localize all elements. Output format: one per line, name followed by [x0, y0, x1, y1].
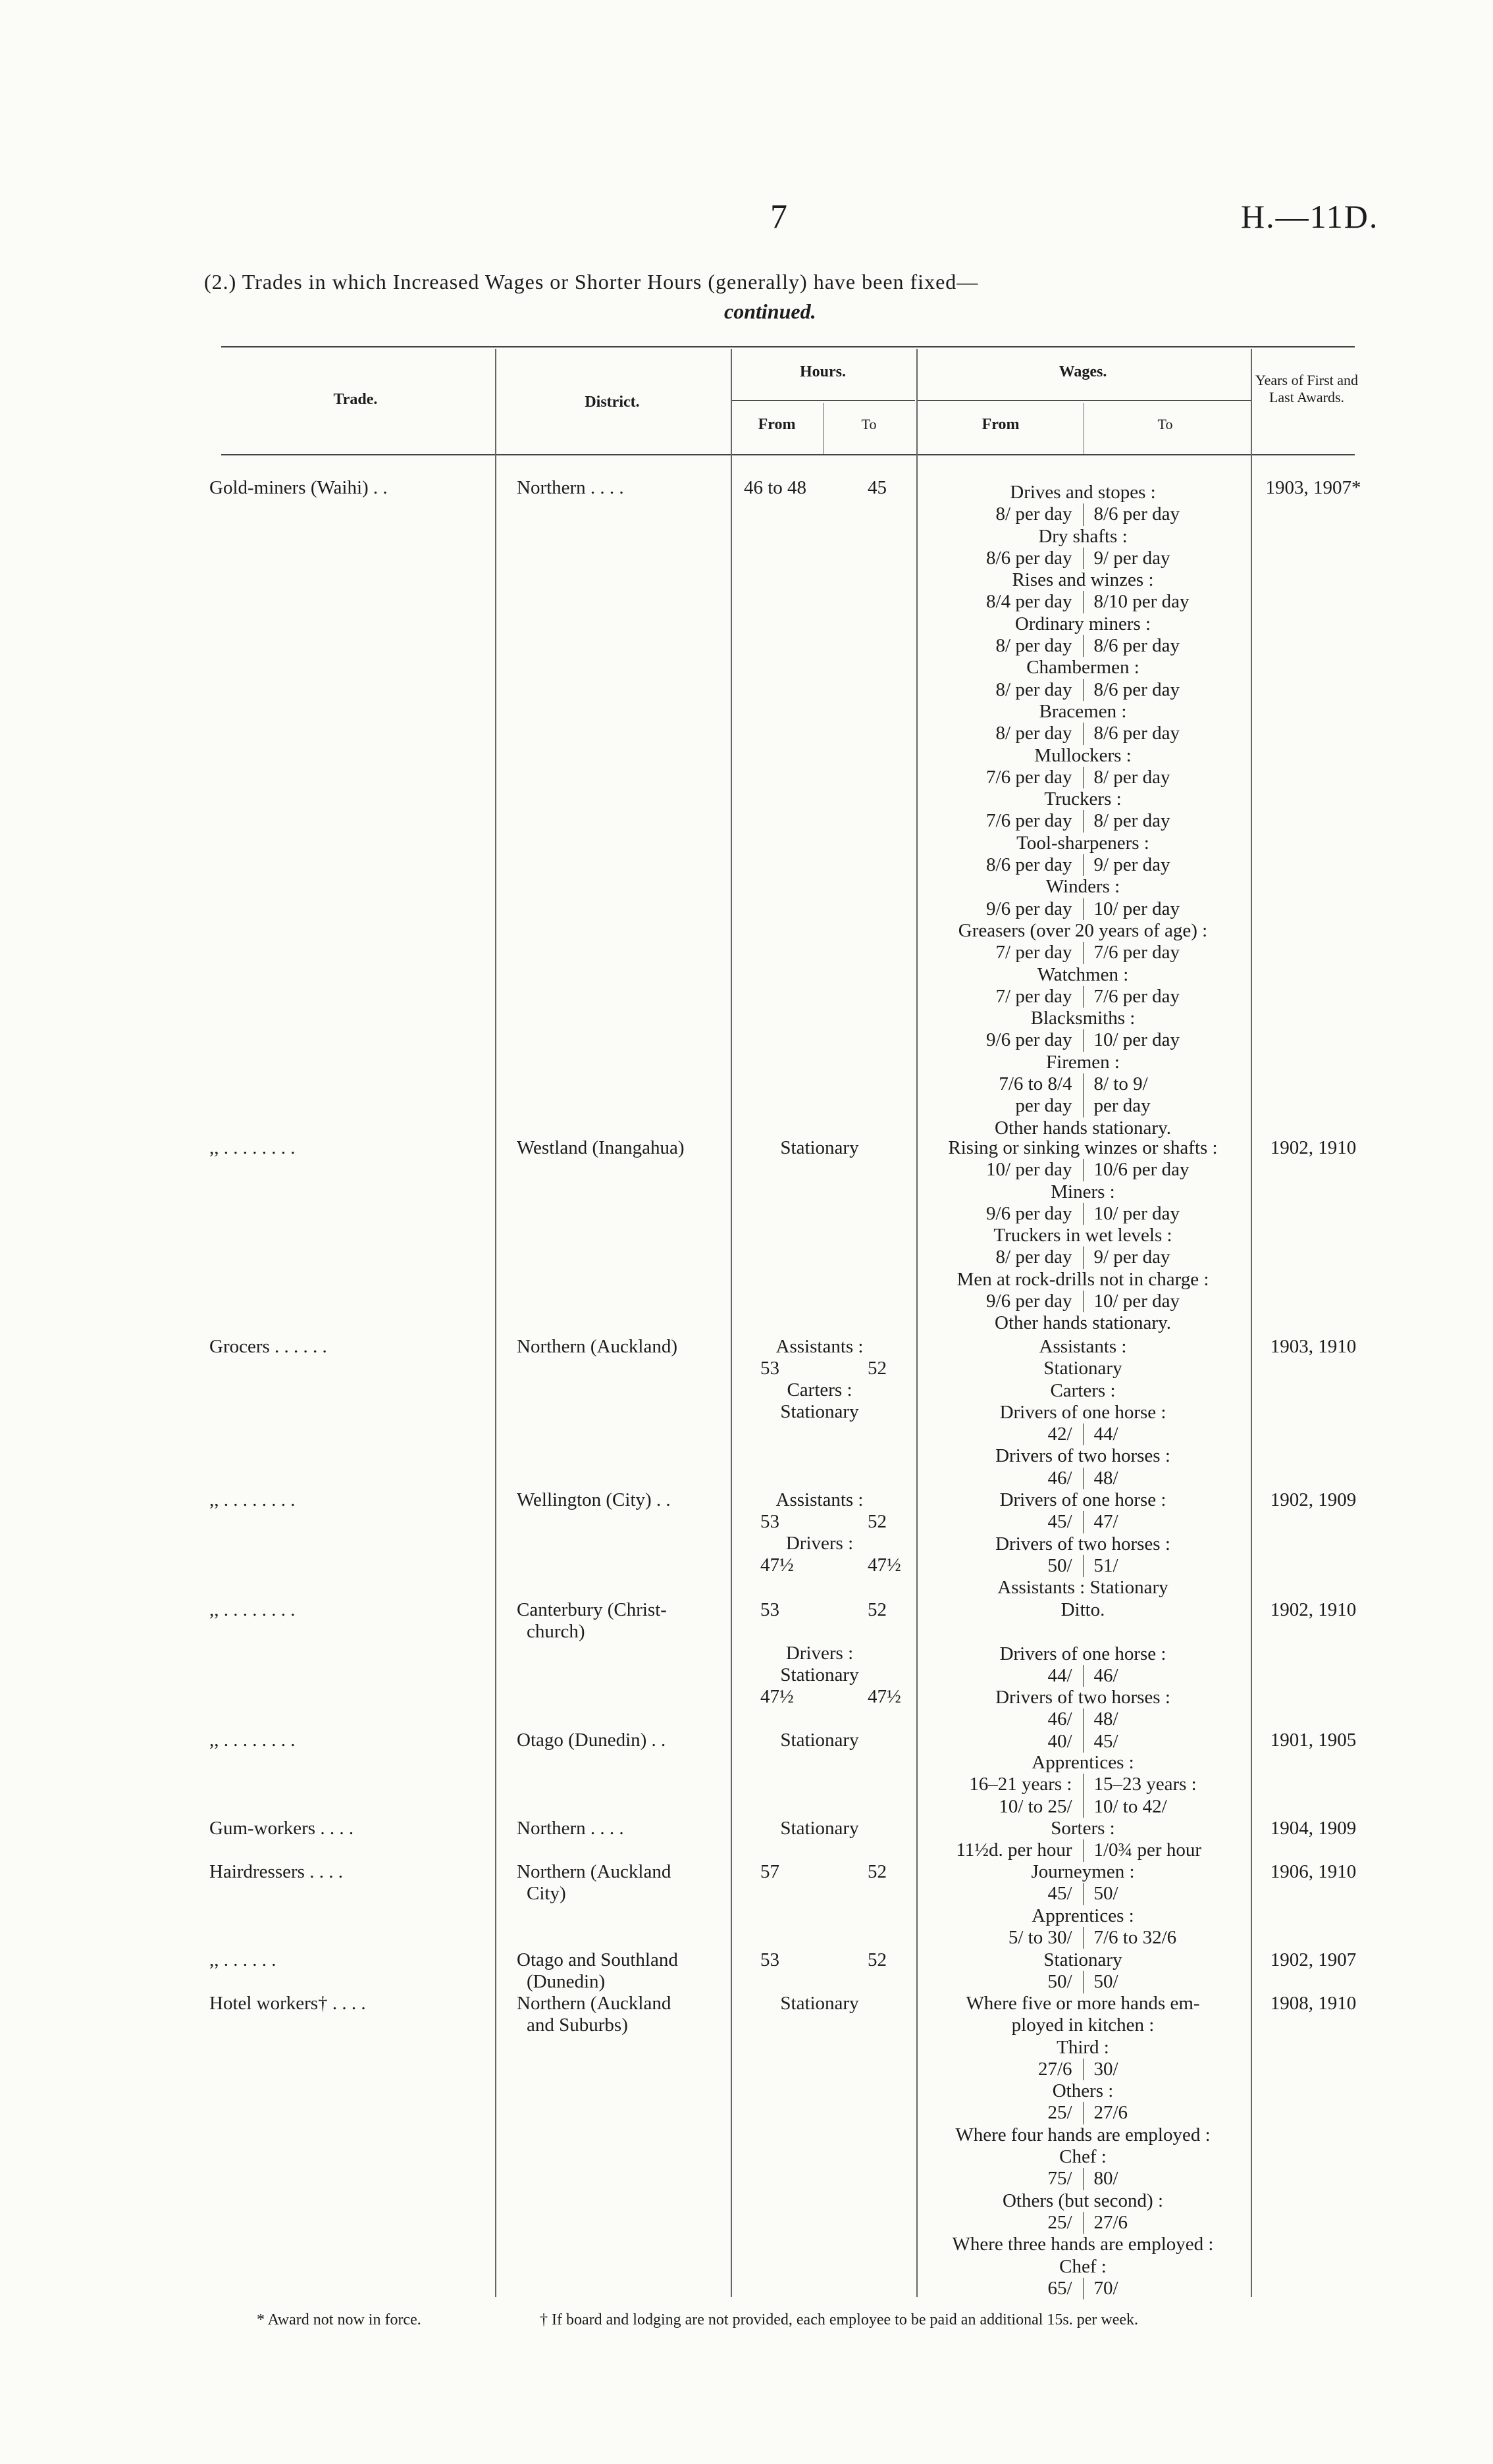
wage-pair [922, 2278, 1244, 2299]
wage-label: Chef : [1059, 2255, 1107, 2277]
trade-gum-workers: Gum-workers . . . . [209, 1818, 354, 1839]
header-hours: Hours. [799, 363, 846, 380]
hours-stationary: Stationary [780, 1993, 859, 2014]
wage-to: 8/6 per day [1093, 679, 1180, 700]
hours-to: 52 [868, 1358, 887, 1379]
wage-from: 8/4 per day [941, 591, 1084, 613]
wage-to: 1/0¾ per hour [1093, 1839, 1201, 1861]
wages-block-grocers-wellington [922, 1489, 1244, 1599]
wage-to: 50/ [1093, 1883, 1118, 1905]
wage-pair [922, 942, 1244, 963]
wage-to: 44/ [1093, 1424, 1118, 1445]
wage-from: 10/ per day [941, 1159, 1084, 1181]
district-cont: and Suburbs) [527, 2015, 628, 2036]
district-northern-auckland-city: Northern (Auckland [517, 1861, 671, 1882]
wage-label: Firemen : [1046, 1051, 1120, 1073]
wage-to: 30/ [1093, 2058, 1118, 2080]
hours-to: 52 [868, 1949, 887, 1970]
wage-pair [922, 2212, 1244, 2234]
wage-from: 9/6 per day [941, 1291, 1084, 1312]
wage-label: ployed in kitchen : [1011, 2015, 1155, 2036]
wage-label: Dry shafts : [1038, 525, 1128, 547]
wage-to: 10/ per day [1093, 1291, 1180, 1312]
wage-pair [922, 1073, 1244, 1095]
wage-pair [922, 2168, 1244, 2190]
wage-from: 5/ to 30/ [941, 1927, 1084, 1949]
header-hours-to: To [861, 416, 877, 432]
district-cont: City) [527, 1883, 566, 1904]
wage-label: Greasers (over 20 years of age) : [958, 919, 1208, 941]
wage-from: 50/ [941, 1971, 1084, 1993]
wage-from: 27/6 [941, 2059, 1084, 2080]
wages-block-grocers-auckland [922, 1336, 1244, 1489]
hours-label: Assistants : [775, 1489, 864, 1510]
hours-label: Carters : [787, 1379, 852, 1400]
wage-to: 8/ per day [1093, 766, 1170, 788]
table-top-rule [221, 346, 1355, 347]
wage-to: 47/ [1093, 1511, 1118, 1533]
wage-label [922, 1621, 1244, 1643]
wage-label: Ditto. [1061, 1599, 1105, 1620]
section-continued: continued. [724, 299, 816, 323]
award-years: 1902, 1910 [1270, 1137, 1357, 1158]
wage-pair [922, 1291, 1244, 1312]
page-number: 7 [770, 198, 787, 236]
wage-from: 8/ per day [941, 679, 1084, 701]
hours-to: 45 [868, 477, 887, 498]
wage-pair [922, 1883, 1244, 1905]
hours-from: 46 to 48 [744, 477, 807, 498]
wage-label: Assistants : [1039, 1336, 1127, 1357]
wage-from: 46/ [941, 1708, 1084, 1730]
wage-pair [922, 1468, 1244, 1489]
wage-label: Truckers : [1044, 788, 1122, 810]
district-canterbury: Canterbury (Christ- [517, 1599, 667, 1620]
wage-label: Apprentices : [1032, 1752, 1134, 1773]
wage-from: 45/ [941, 1883, 1084, 1905]
hours-from: 57 [760, 1861, 779, 1882]
wage-pair [922, 986, 1244, 1008]
wage-label: Stationary [1043, 1949, 1122, 1970]
wage-to: 50/ [1093, 1971, 1118, 1993]
wage-label: Truckers in wet levels : [993, 1225, 1172, 1246]
hours-to: 47½ [868, 1686, 901, 1707]
footnote-dagger: † If board and lodging are not provided, each employee to be paid an additional 15s. per week. [540, 2311, 1139, 2328]
wage-from: 75/ [941, 2168, 1084, 2190]
trade-hairdressers: Hairdressers . . . . [209, 1861, 343, 1882]
wage-pair [922, 767, 1244, 788]
trade-ditto: ,, . . . . . . [209, 1949, 276, 1970]
wage-from: 16–21 years : [941, 1774, 1084, 1795]
wage-to: 8/6 per day [1093, 635, 1180, 657]
col-divider-wages [916, 349, 918, 2297]
wage-label: Where five or more hands em- [966, 1993, 1200, 2014]
hours-label: Drivers : [785, 1643, 854, 1664]
wage-from: 9/6 per day [941, 1203, 1084, 1225]
district-northern-auckland: Northern (Auckland) [517, 1336, 677, 1357]
wage-pair [922, 1731, 1244, 1753]
wage-from: 40/ [941, 1731, 1084, 1753]
wage-pair [922, 1555, 1244, 1577]
wage-pair [922, 810, 1244, 832]
trade-ditto: ,, . . . . . . . . [209, 1489, 296, 1510]
wages-block-waihi [922, 482, 1244, 1139]
wage-label: Bracemen : [1039, 700, 1127, 722]
award-years: 1901, 1905 [1270, 1730, 1357, 1751]
wage-pair [922, 2102, 1244, 2124]
wage-from: 7/ per day [941, 986, 1084, 1008]
wages-block-hair-otago [922, 1949, 1244, 1993]
wage-label: Drivers of two horses : [995, 1687, 1170, 1708]
col-divider-hours-mid [823, 403, 824, 454]
hours-to: 47½ [868, 1554, 901, 1576]
wage-from: 44/ [941, 1665, 1084, 1687]
wage-pair [922, 2059, 1244, 2080]
wage-pair [922, 1159, 1244, 1181]
wage-pair [922, 548, 1244, 569]
district-northern: Northern . . . . [517, 1818, 624, 1839]
wage-label: Drivers of two horses : [995, 1445, 1170, 1467]
award-years: 1902, 1910 [1270, 1599, 1357, 1620]
wage-to: 7/6 to 32/6 [1093, 1926, 1177, 1948]
wage-pair [922, 1927, 1244, 1949]
wage-to: 8/ to 9/ [1093, 1073, 1148, 1095]
wage-to: 80/ [1093, 2168, 1118, 2190]
hours-from: 47½ [760, 1554, 794, 1576]
header-wages-from: From [982, 416, 1020, 433]
wage-to: 8/6 per day [1093, 723, 1180, 744]
hours-subheader-rule [731, 400, 915, 401]
wage-from: 50/ [941, 1555, 1084, 1577]
trade-ditto: ,, . . . . . . . . [209, 1599, 296, 1620]
wage-from: 25/ [941, 2102, 1084, 2124]
wage-to: 15–23 years : [1093, 1774, 1197, 1795]
wages-block-otago [922, 1752, 1244, 1818]
wage-label: Men at rock-drills not in charge : [956, 1268, 1209, 1290]
wage-pair [922, 503, 1244, 525]
wage-label: Blacksmiths : [1030, 1008, 1136, 1029]
wage-pair [922, 679, 1244, 701]
wage-from: 8/ per day [941, 503, 1084, 525]
award-years: 1902, 1909 [1270, 1489, 1357, 1510]
wage-to: 46/ [1093, 1664, 1118, 1686]
wage-to: 7/6 per day [1093, 985, 1180, 1007]
wage-label: Rises and winzes : [1012, 569, 1154, 591]
wage-to: per day [1093, 1095, 1151, 1117]
header-hours-from: From [758, 416, 796, 433]
wage-pair [922, 1839, 1244, 1861]
trade-ditto: ,, . . . . . . . . [209, 1137, 296, 1158]
wage-pair [922, 1708, 1244, 1730]
wage-from: 7/6 per day [941, 767, 1084, 788]
wage-from: 25/ [941, 2212, 1084, 2234]
wage-from: 8/6 per day [941, 854, 1084, 876]
trade-gold-miners-waihi: Gold-miners (Waihi) . . [209, 477, 388, 498]
col-divider-years [1251, 349, 1252, 2297]
wage-label: Rising or sinking winzes or shafts : [948, 1137, 1218, 1158]
trade-ditto: ,, . . . . . . . . [209, 1730, 296, 1751]
wage-label: Chambermen : [1026, 657, 1139, 679]
wage-to: 48/ [1093, 1708, 1118, 1730]
wage-from: 42/ [941, 1424, 1084, 1445]
hours-stationary: Stationary [780, 1137, 859, 1158]
wages-subheader-rule [916, 400, 1251, 401]
section-title: (2.) Trades in which Increased Wages or Shorter Hours (generally) have been fixed— [204, 270, 979, 294]
wage-to: 9/ per day [1093, 547, 1170, 569]
district-canterbury-cont: church) [527, 1621, 585, 1642]
hours-from: 53 [760, 1511, 779, 1532]
district-otago-southland: Otago and Southland [517, 1949, 678, 1970]
hours-from: 47½ [760, 1686, 794, 1707]
wage-from: 7/ per day [941, 942, 1084, 963]
wage-from: 9/6 per day [941, 898, 1084, 920]
wage-to: 70/ [1093, 2277, 1118, 2299]
wage-from: 9/6 per day [941, 1029, 1084, 1051]
wage-to: 10/ per day [1093, 1202, 1180, 1224]
district-westland: Westland (Inangahua) [517, 1137, 685, 1158]
hours-stationary: Stationary [780, 1730, 859, 1751]
wage-from: 11½d. per hour [941, 1839, 1084, 1861]
header-years: Years of First and Last Awards. [1255, 372, 1359, 405]
wage-to: 7/6 per day [1093, 942, 1180, 963]
footnote-star: * Award not now in force. [257, 2311, 421, 2328]
wage-pair [922, 1971, 1244, 1993]
wage-from: 8/ per day [941, 1246, 1084, 1268]
wage-pair [922, 898, 1244, 920]
wage-pair [922, 1095, 1244, 1117]
wage-from: 46/ [941, 1468, 1084, 1489]
wage-label: Drivers of one horse : [999, 1489, 1166, 1510]
wage-label: Mullockers : [1034, 744, 1132, 766]
wage-pair [922, 1424, 1244, 1445]
wage-label: Carters : [1050, 1379, 1116, 1401]
wage-from: 8/ per day [941, 635, 1084, 657]
wage-from: 8/6 per day [941, 548, 1084, 569]
header-wages: Wages. [1059, 363, 1107, 380]
wage-from: 10/ to 25/ [941, 1796, 1084, 1818]
wage-label: Chef : [1059, 2146, 1107, 2168]
wage-to: 10/6 per day [1093, 1159, 1190, 1181]
wage-label: Drives and stopes : [1010, 482, 1156, 503]
award-years: 1903, 1910 [1270, 1336, 1357, 1357]
wage-pair [922, 854, 1244, 876]
wage-to: 51/ [1093, 1554, 1118, 1576]
wages-block-westland [922, 1137, 1244, 1335]
wage-from: 7/6 to 8/4 [941, 1073, 1084, 1095]
wage-label: Apprentices : [1032, 1905, 1134, 1926]
wage-label: Watchmen : [1037, 963, 1129, 985]
wage-label: Third : [1057, 2036, 1109, 2058]
wage-pair [922, 1203, 1244, 1225]
wage-label: Where four hands are employed : [955, 2124, 1211, 2145]
award-years: 1906, 1910 [1270, 1861, 1357, 1882]
hours-from: 53 [760, 1358, 779, 1379]
wage-from: 65/ [941, 2278, 1084, 2299]
award-years: 1902, 1907 [1270, 1949, 1357, 1970]
award-years: 1908, 1910 [1270, 1993, 1357, 2014]
wage-to: 27/6 [1093, 2211, 1128, 2233]
wage-pair [922, 723, 1244, 744]
district-northern: Northern . . . . [517, 477, 624, 498]
header-wages-to: To [1157, 416, 1173, 432]
wage-to: 10/ per day [1093, 1029, 1180, 1051]
wage-label: Tool-sharpeners : [1016, 832, 1149, 854]
wage-label: Drivers of one horse : [999, 1401, 1166, 1423]
header-district: District. [585, 394, 640, 411]
wage-label: Stationary [1043, 1358, 1122, 1379]
wage-label: Sorters : [1051, 1818, 1115, 1839]
wage-label: Winders : [1045, 876, 1120, 898]
wages-block-hair-auckland [922, 1861, 1244, 1949]
wage-pair [922, 1029, 1244, 1051]
hours-to: 52 [868, 1861, 887, 1882]
col-divider-district [495, 349, 496, 2297]
district-northern-auckland-suburbs: Northern (Auckland [517, 1993, 671, 2014]
hours-to: 52 [868, 1511, 887, 1532]
wage-pair [922, 635, 1244, 657]
hours-stationary: Stationary [780, 1818, 859, 1839]
wage-to: 10/ per day [1093, 898, 1180, 919]
hours-label: Assistants : [775, 1336, 864, 1357]
wage-pair [922, 1796, 1244, 1818]
wage-label: Drivers of two horses : [995, 1533, 1170, 1554]
trade-grocers: Grocers . . . . . . [209, 1336, 327, 1357]
wage-to: 8/ per day [1093, 810, 1170, 832]
wages-block-gum [922, 1818, 1244, 1862]
hours-stationary: Stationary [780, 1401, 859, 1422]
wage-from: 45/ [941, 1511, 1084, 1533]
wage-label: Others (but second) : [1002, 2190, 1164, 2211]
wage-pair [922, 1665, 1244, 1687]
header-bottom-rule [221, 454, 1355, 455]
wage-to: 10/ to 42/ [1093, 1795, 1167, 1817]
wage-from: per day [941, 1095, 1084, 1117]
wages-block-hotel [922, 1993, 1244, 2299]
wage-pair [922, 1246, 1244, 1268]
hours-stationary: Stationary [780, 1664, 859, 1685]
hours-label: Drivers : [785, 1533, 854, 1554]
hours-from: 53 [760, 1949, 779, 1970]
district-otago: Otago (Dunedin) . . [517, 1730, 666, 1751]
wage-to: 27/6 [1093, 2102, 1128, 2124]
header-trade: Trade. [333, 391, 378, 408]
wage-label: Other hands stationary. [995, 1117, 1171, 1139]
wage-label: Other hands stationary. [995, 1312, 1171, 1334]
wage-pair [922, 1511, 1244, 1533]
wage-label: Journeymen : [1031, 1861, 1135, 1882]
page-reference: H.—11D. [1241, 198, 1379, 235]
wage-from: 8/ per day [941, 723, 1084, 744]
award-years: 1903, 1907* [1265, 477, 1361, 498]
wage-to: 8/6 per day [1093, 503, 1180, 525]
wage-pair [922, 591, 1244, 613]
district-cont: (Dunedin) [527, 1971, 606, 1992]
hours-from: 53 [760, 1599, 779, 1620]
wage-from: 7/6 per day [941, 810, 1084, 832]
wage-label: Ordinary miners : [1014, 613, 1151, 634]
wage-to: 48/ [1093, 1467, 1118, 1489]
wage-label: Others : [1052, 2080, 1114, 2102]
wage-label: Where three hands are employed : [952, 2234, 1214, 2255]
wage-to: 8/10 per day [1093, 591, 1190, 613]
district-wellington: Wellington (City) . . [517, 1489, 671, 1510]
wage-label: Drivers of one horse : [999, 1643, 1166, 1664]
wage-to: 9/ per day [1093, 854, 1170, 876]
wage-label: Miners : [1051, 1181, 1115, 1202]
wages-block-grocers-canterbury [922, 1599, 1244, 1753]
award-years: 1904, 1909 [1270, 1818, 1357, 1839]
wage-to: 45/ [1093, 1730, 1118, 1752]
wage-to: 9/ per day [1093, 1246, 1170, 1268]
trade-hotel-workers: Hotel workers† . . . . [209, 1993, 366, 2014]
hours-to: 52 [868, 1599, 887, 1620]
wage-pair [922, 1774, 1244, 1795]
wage-label: Assistants : Stationary [997, 1577, 1168, 1599]
